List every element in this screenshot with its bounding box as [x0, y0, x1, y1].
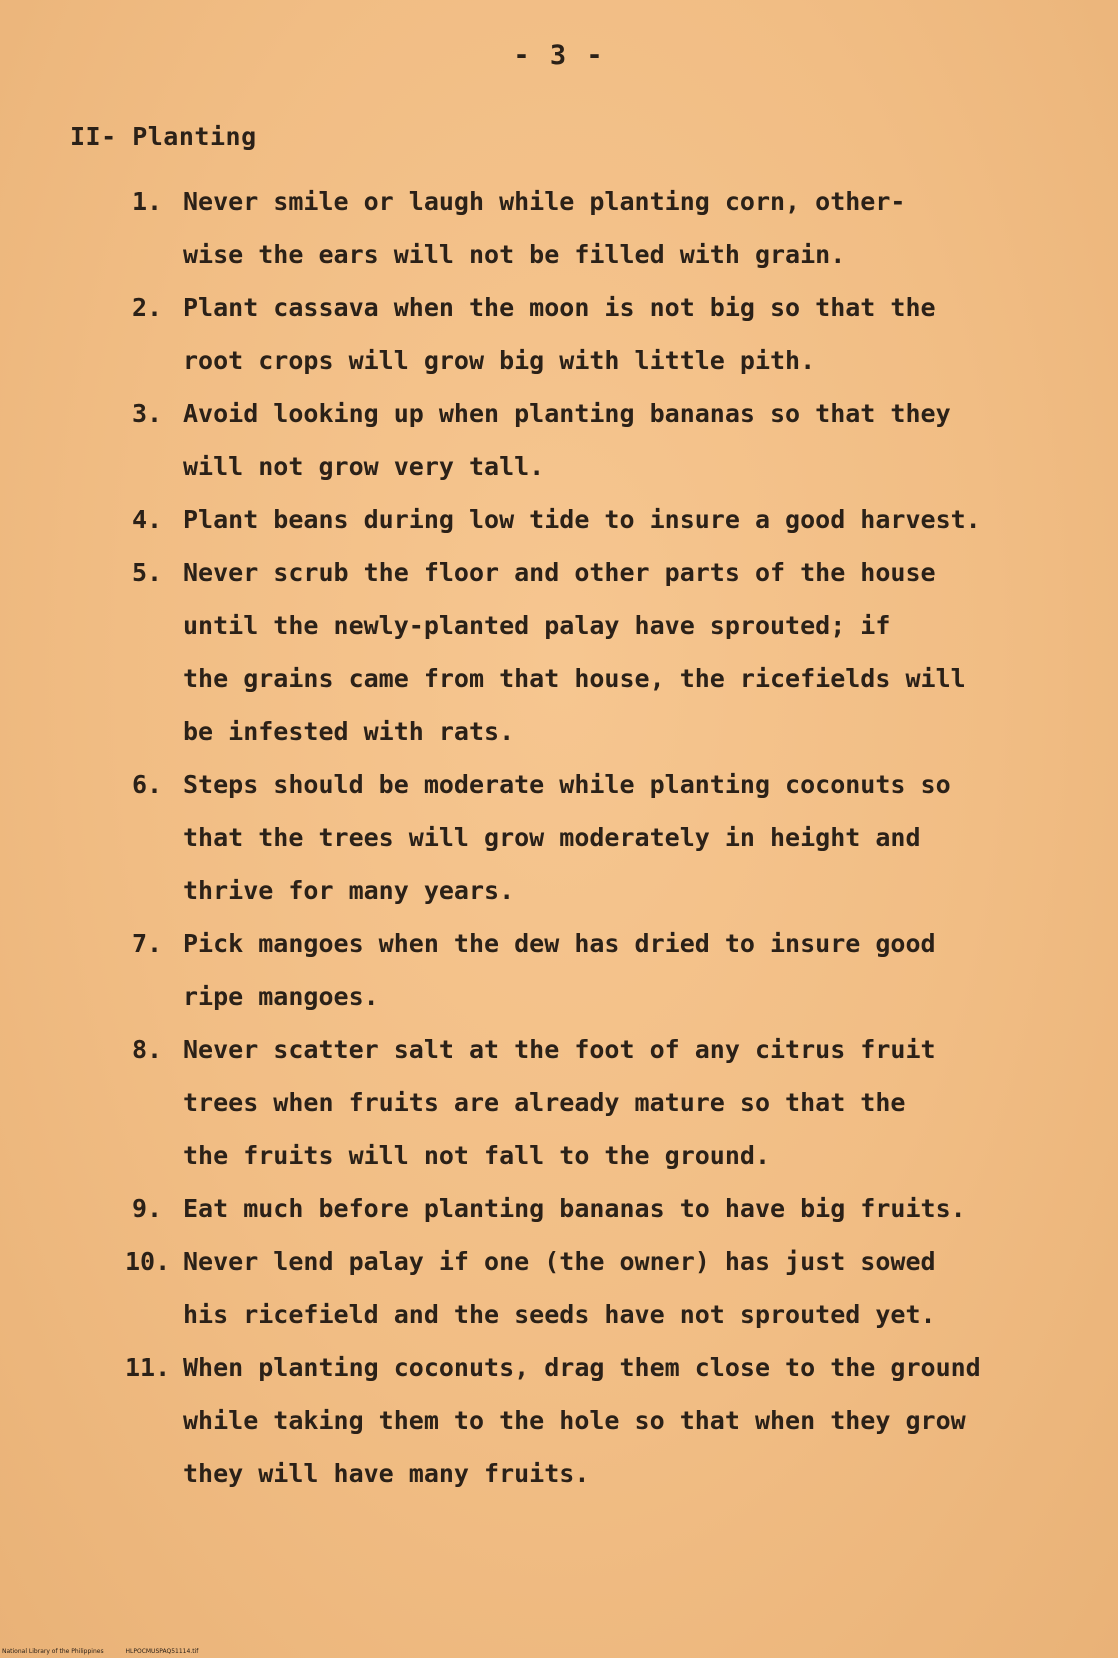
item-number: 1.	[132, 187, 163, 216]
footer-library: National Library of the Philippines	[2, 1648, 104, 1655]
item-number: 8.	[132, 1035, 163, 1064]
item-line: trees when fruits are already mature so that the	[183, 1088, 906, 1117]
item-line: ripe mangoes.	[183, 982, 379, 1011]
item-number: 4.	[132, 505, 163, 534]
list-item	[0, 546, 1118, 758]
list-item	[0, 1235, 1118, 1341]
item-line: Plant cassava when the moon is not big so that the	[183, 293, 936, 322]
item-line: that the trees will grow moderately in height and	[183, 823, 921, 852]
item-number: 2.	[132, 293, 163, 322]
list-item	[0, 1182, 1118, 1235]
item-line: thrive for many years.	[183, 876, 515, 905]
footer	[2, 1648, 218, 1655]
item-number: 9.	[132, 1194, 163, 1223]
item-line: Plant beans during low tide to insure a good harvest.	[183, 505, 981, 534]
item-line: wise the ears will not be filled with grain.	[183, 240, 846, 269]
list-item	[0, 758, 1118, 917]
list-item	[0, 175, 1118, 281]
page-number: - 3 -	[513, 40, 605, 71]
item-line: root crops will grow big with little pith.	[183, 346, 816, 375]
section-title: II- Planting	[70, 122, 257, 151]
item-line: Steps should be moderate while planting coconuts so	[183, 770, 951, 799]
item-line: be infested with rats.	[183, 717, 515, 746]
item-line: until the newly-planted palay have sprouted; if	[183, 611, 891, 640]
item-number: 5.	[132, 558, 163, 587]
list-item	[0, 1023, 1118, 1182]
item-number: 3.	[132, 399, 163, 428]
list-item	[0, 387, 1118, 493]
item-line: Never scrub the floor and other parts of the house	[183, 558, 936, 587]
item-line: they will have many fruits.	[183, 1459, 590, 1488]
item-line: Never smile or laugh while planting corn, other-	[183, 187, 906, 216]
list-item	[0, 917, 1118, 1023]
planting-list	[0, 175, 1118, 1500]
item-line: will not grow very tall.	[183, 452, 545, 481]
item-line: Avoid looking up when planting bananas so that they	[183, 399, 951, 428]
item-number: 11.	[125, 1353, 171, 1382]
item-line: the fruits will not fall to the ground.	[183, 1141, 770, 1170]
item-line: When planting coconuts, drag them close to the ground	[183, 1353, 981, 1382]
list-item	[0, 493, 1118, 546]
item-line: Eat much before planting bananas to have big fruits.	[183, 1194, 966, 1223]
item-line: his ricefield and the seeds have not sprouted yet.	[183, 1300, 936, 1329]
item-line: Never scatter salt at the foot of any citrus fruit	[183, 1035, 936, 1064]
list-item	[0, 281, 1118, 387]
footer-file-id: HLPOCMUSPAQ51114.tif	[125, 1648, 199, 1655]
item-line: Never lend palay if one (the owner) has just sowed	[183, 1247, 936, 1276]
item-number: 7.	[132, 929, 163, 958]
item-line: while taking them to the hole so that when they grow	[183, 1406, 966, 1435]
item-number: 6.	[132, 770, 163, 799]
item-line: the grains came from that house, the ricefields will	[183, 664, 966, 693]
item-number: 10.	[125, 1247, 171, 1276]
item-line: Pick mangoes when the dew has dried to insure good	[183, 929, 936, 958]
list-item	[0, 1341, 1118, 1500]
